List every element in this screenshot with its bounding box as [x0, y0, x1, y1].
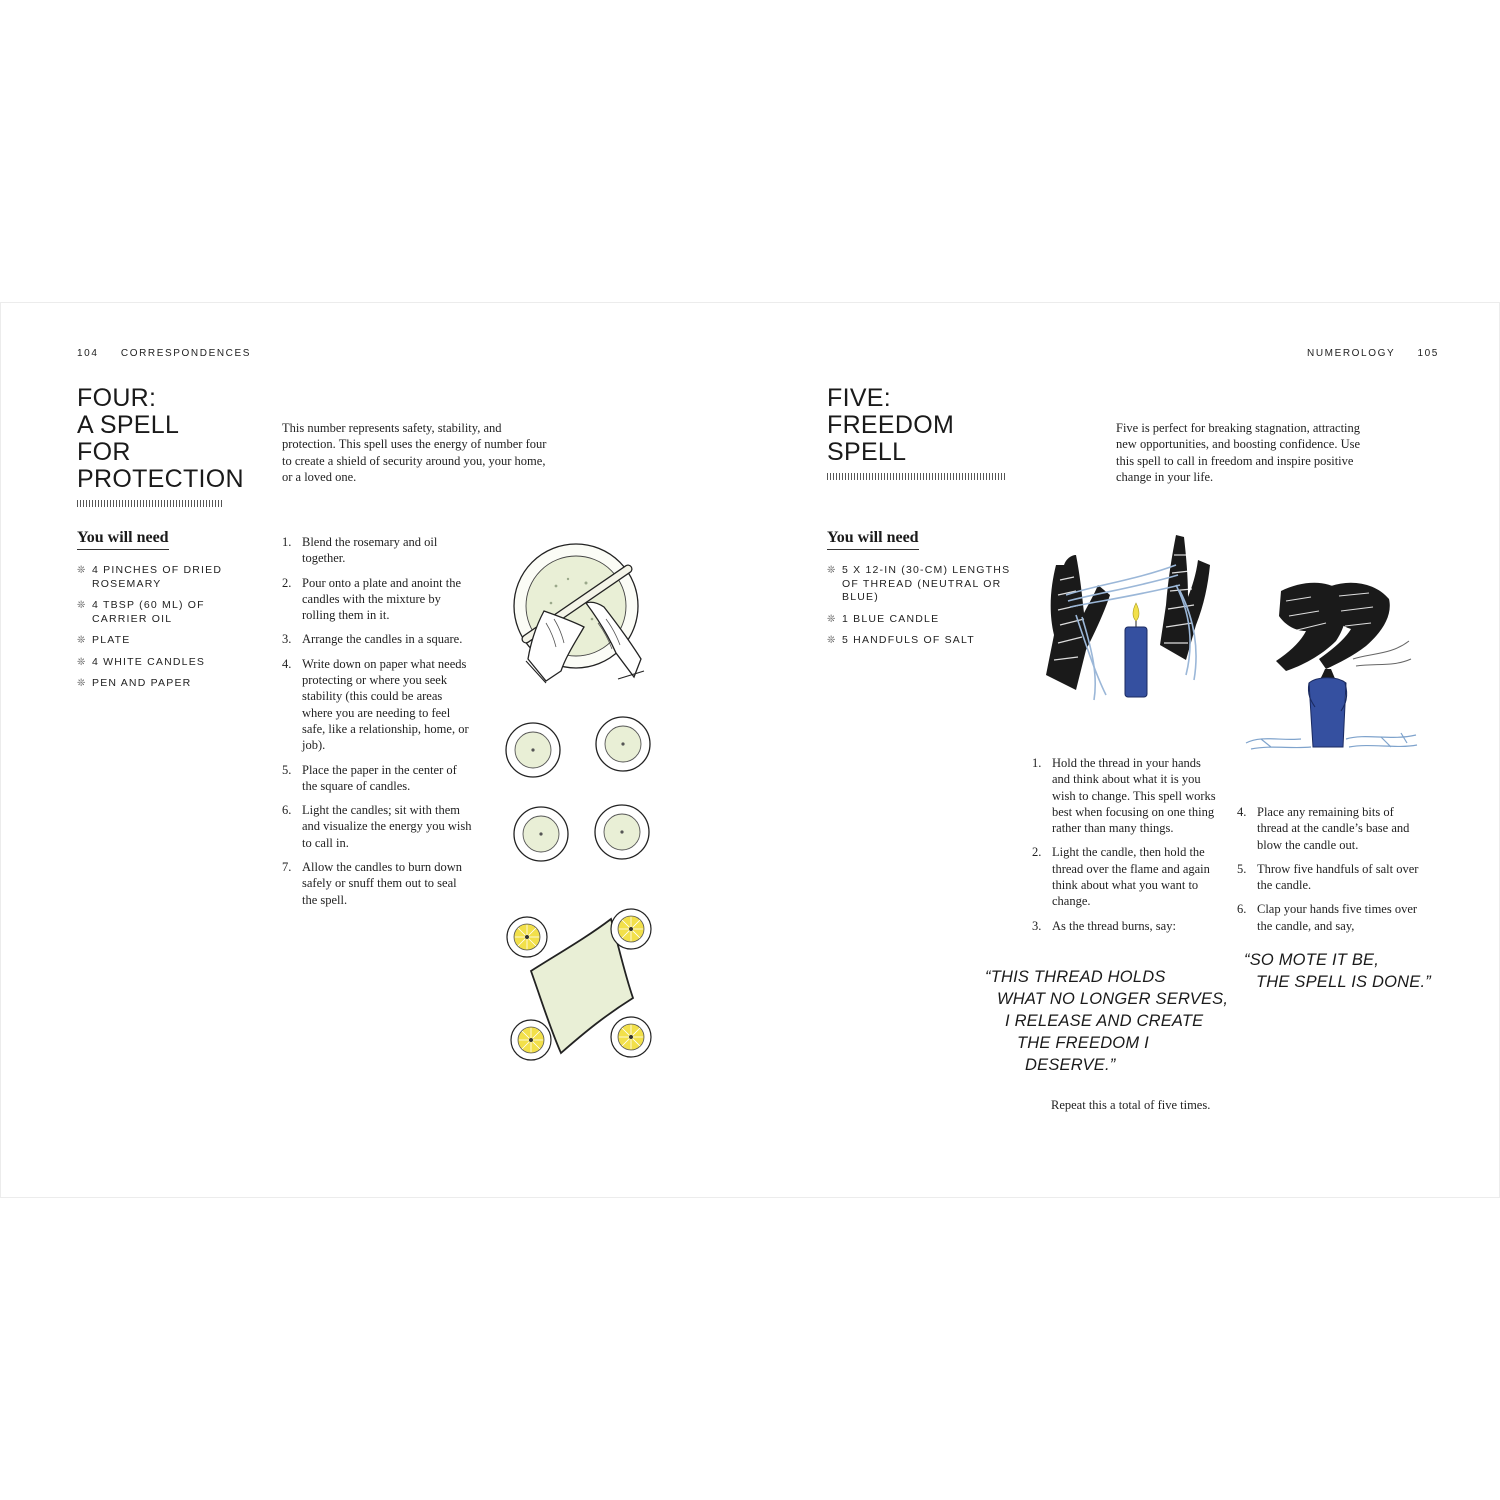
candle-top-right	[596, 717, 650, 771]
title-rule-right	[827, 473, 1005, 480]
asterisk-icon: ❊	[77, 656, 87, 668]
steps-right-col1	[1032, 755, 1222, 942]
book-spread	[0, 302, 1500, 1198]
chant-thread: “THIS THREAD HOLDS WHAT NO LONGER SERVES, I RELEASE AND CREATE THE FREEDOM I DESERVE.”	[985, 968, 1229, 1074]
candle-square-illustration	[501, 708, 661, 868]
asterisk-icon: ❊	[77, 600, 87, 611]
clapping-hands-candle-illustration	[1241, 571, 1421, 756]
intro-right: Five is perfect for breaking stagnation, attracting new opportunities, and boosting confidence. Use this spell to call in freedom and inspire positive change in your life.	[1116, 421, 1361, 484]
ingredient-item: ❊ 4 PINCHES OF DRIED ROSEMARY	[77, 564, 223, 590]
asterisk-icon: ❊	[827, 565, 837, 576]
anointing-hands-illustration	[506, 531, 656, 691]
ingredient-item: ❊ 5 HANDFULS OF SALT	[827, 634, 975, 646]
asterisk-icon: ❊	[827, 635, 837, 646]
title-block-right	[827, 385, 1005, 480]
asterisk-icon: ❊	[77, 635, 87, 646]
ingredient-list-left	[77, 564, 237, 691]
step-item: 4. Place any remaining bits of thread at the candle’s base and blow the candle out.	[1237, 805, 1410, 852]
step-item: 4. Write down on paper what needs protecting or where you seek stability (this could be areas where you are needing to feel safe, like a relationship, home, or job).	[282, 656, 469, 753]
lit-candle-top-right	[611, 909, 651, 949]
spell-title-four: FOUR: A SPELL FOR PROTECTION	[77, 384, 244, 493]
ingredient-item: ❊ PEN AND PAPER	[77, 677, 192, 689]
ingredient-item: ❊ 1 BLUE CANDLE	[827, 612, 940, 625]
step-item: 3. As the thread burns, say:	[1032, 918, 1176, 933]
page-number-right: 105	[1417, 348, 1439, 359]
candle-bottom-right	[595, 805, 649, 859]
asterisk-icon: ❊	[77, 565, 87, 576]
steps-right-col2	[1237, 804, 1422, 942]
you-will-need-heading-left: You will need	[77, 529, 169, 550]
ingredient-item: ❊ PLATE	[77, 634, 131, 646]
step-item: 1. Hold the thread in your hands and think about what it is you wish to change. This spell works best when focusing on one thing rather than many things.	[1032, 756, 1216, 836]
step-item: 1. Blend the rosemary and oil together.	[282, 535, 438, 566]
intro-left: This number represents safety, stability, and protection. This spell uses the energy of number four to create a shield of security around you, your home, or a loved one.	[282, 421, 547, 484]
you-will-need-heading-right: You will need	[827, 529, 919, 550]
paper-candles-illustration	[501, 903, 666, 1068]
ingredient-item: ❊ 4 TBSP (60 ML) OF CARRIER OIL	[77, 599, 205, 625]
you-will-need-left	[77, 529, 237, 699]
ingredient-list-right	[827, 564, 1012, 648]
running-head-left	[77, 348, 251, 359]
steps-left	[282, 534, 472, 916]
running-head-left-label: CORRESPONDENCES	[120, 348, 252, 359]
thread-hands-candle-illustration	[1036, 525, 1221, 705]
lit-candle-bottom-right	[611, 1017, 651, 1057]
step-item: 2. Light the candle, then hold the thread over the flame and again think about what you want to change.	[1032, 845, 1210, 909]
chant-closing: “SO MOTE IT BE, THE SPELL IS DONE.”	[1244, 951, 1431, 991]
step-item: 5. Throw five handfuls of salt over the candle.	[1237, 861, 1419, 893]
ingredient-item: ❊ 4 WHITE CANDLES	[77, 655, 206, 668]
page-number-left: 104	[77, 348, 99, 359]
running-head-right-label: NUMEROLOGY	[1307, 348, 1396, 359]
step-item: 6. Clap your hands five times over the candle, and say,	[1237, 902, 1418, 933]
candle-top-left	[506, 723, 560, 777]
spell-title-five: FIVE: FREEDOM SPELL	[827, 384, 955, 466]
lit-candle-bottom-left	[511, 1020, 551, 1060]
step-item: 2. Pour onto a plate and anoint the candles with the mixture by rolling them in it.	[282, 575, 461, 623]
title-rule-left	[77, 500, 223, 507]
step-item: 6. Light the candles; sit with them and visualize the energy you wish to call in.	[282, 803, 472, 850]
step-item: 3. Arrange the candles in a square.	[282, 632, 463, 647]
you-will-need-right	[827, 529, 1012, 656]
lit-candle-top-left	[507, 917, 547, 957]
ingredient-item: ❊ 5 X 12-IN (30-CM) LENGTHS OF THREAD (NEUTRAL OR BLUE)	[827, 564, 1011, 603]
asterisk-icon: ❊	[77, 678, 87, 689]
running-head-right	[1307, 348, 1439, 359]
step-item: 5. Place the paper in the center of the square of candles.	[282, 762, 457, 793]
step-item: 7. Allow the candles to burn down safely or snuff them out to seal the spell.	[282, 860, 463, 907]
title-block-left	[77, 384, 244, 507]
repeat-note: Repeat this a total of five times.	[1051, 1098, 1211, 1112]
asterisk-icon: ❊	[827, 613, 837, 625]
candle-bottom-left	[514, 807, 568, 861]
